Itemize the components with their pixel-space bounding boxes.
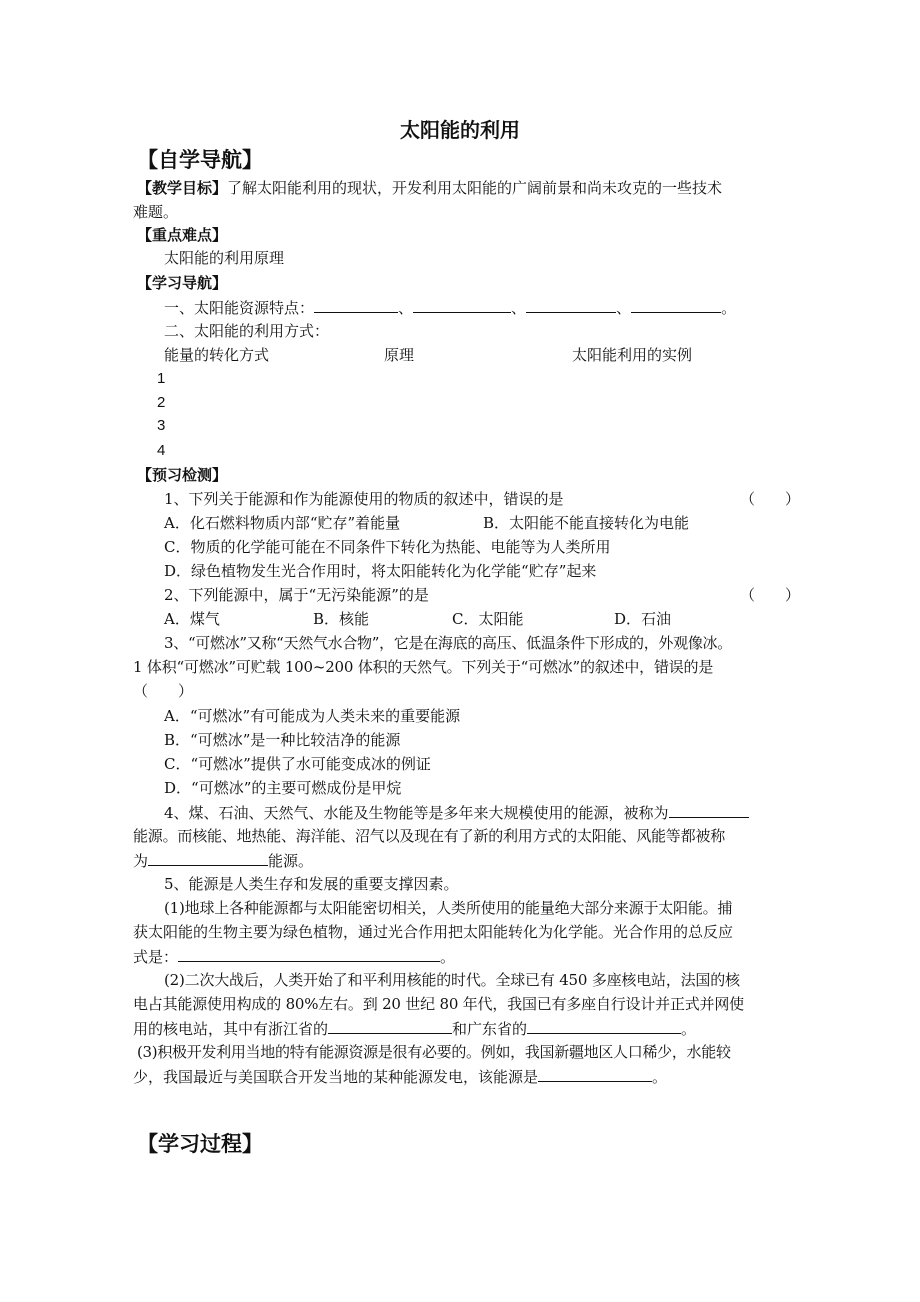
question-4-text: 能源。	[268, 852, 314, 870]
period: 。	[721, 299, 737, 317]
answer-blank[interactable]	[631, 297, 721, 313]
period: 。	[681, 1020, 697, 1038]
question-5-part-1-line-3	[133, 946, 455, 967]
page-title: 太阳能的利用	[400, 118, 520, 142]
question-4-line-1	[164, 802, 749, 823]
answer-blank[interactable]	[538, 1066, 652, 1082]
table-row-number: 3	[157, 417, 166, 434]
question-2-option-c: C．太阳能	[452, 610, 524, 628]
period: 。	[652, 1068, 668, 1086]
question-1: 1、下列关于能源和作为能源使用的物质的叙述中，错误的是	[164, 490, 564, 508]
question-5-text: 用的核电站，其中有浙江省的	[133, 1020, 329, 1038]
question-2-option-b: B．核能	[313, 610, 370, 628]
question-3-line-2: 1 体积“可燃冰”可贮载 100~200 体积的天然气。下列关于“可燃冰”的叙述中，错误的是	[133, 658, 714, 676]
teaching-goal-text: 了解太阳能利用的现状，开发利用太阳能的广阔前景和尚未攻克的一些技术	[227, 179, 723, 197]
question-2: 2、下列能源中，属于“无污染能源”的是	[164, 586, 429, 604]
table-header-principle: 原理	[384, 346, 415, 364]
answer-blank[interactable]	[526, 297, 616, 313]
answer-bracket-q1[interactable]: （ ）	[740, 490, 801, 508]
table-row-number: 4	[157, 442, 166, 459]
question-1-option-a: A．化石燃料物质内部“贮存”着能量	[164, 514, 401, 532]
key-points-label: 【重点难点】	[137, 226, 228, 244]
question-4-text: 为	[133, 852, 149, 870]
separator: 、	[398, 299, 414, 317]
question-5-part-2-line-1: (2)二次大战后，人类开始了和平利用核能的时代。全球已有 450 多座核电站，法国的核	[164, 971, 740, 989]
question-3-option-a: A．“可燃冰”有可能成为人类未来的重要能源	[164, 707, 461, 725]
table-row-number: 2	[157, 394, 166, 411]
solar-usage-line: 二、太阳能的利用方式：	[164, 322, 330, 340]
question-5-part-3-line-2	[133, 1066, 667, 1087]
answer-blank[interactable]	[413, 297, 511, 313]
solar-features-line	[164, 297, 736, 318]
answer-blank[interactable]	[314, 297, 398, 313]
teaching-goal-text-cont: 难题。	[133, 203, 179, 221]
question-5: 5、能源是人类生存和发展的重要支撑因素。	[164, 875, 459, 893]
answer-blank[interactable]	[527, 1018, 681, 1034]
separator: 、	[616, 299, 632, 317]
study-guide-label: 【学习导航】	[137, 274, 228, 292]
question-1-option-b: B．太阳能不能直接转化为电能	[483, 514, 690, 532]
question-1-option-c: C．物质的化学能可能在不同条件下转化为热能、电能等为人类所用	[164, 538, 611, 556]
answer-blank[interactable]	[148, 850, 268, 866]
question-3-option-b: B．“可燃冰”是一种比较洁净的能源	[164, 731, 401, 749]
separator: 、	[511, 299, 527, 317]
question-4-text: 4、煤、石油、天然气、水能及生物能等是多年来大规模使用的能源，被称为	[164, 804, 669, 822]
section-heading-study-process: 【学习过程】	[137, 1132, 263, 1156]
teaching-goal-line	[137, 178, 722, 198]
question-2-option-a: A．煤气	[164, 610, 220, 628]
table-row-number: 1	[157, 370, 166, 387]
answer-bracket-q2[interactable]: （ ）	[740, 586, 801, 604]
preview-check-label: 【预习检测】	[137, 466, 228, 484]
question-5-text: 式是：	[133, 948, 179, 966]
solar-features-prefix: 一、太阳能资源特点：	[164, 299, 315, 317]
question-5-part-2-line-2: 电占其能源使用构成的 80%左右。到 20 世纪 80 年代，我国已有多座自行设计并正式并网使	[133, 995, 744, 1013]
question-5-text: 少，我国最近与美国联合开发当地的某种能源发电，该能源是	[133, 1068, 539, 1086]
question-3-line-1: 3、“可燃冰”又称“天然气水合物”，它是在海底的高压、低温条件下形成的，外观像冰。	[164, 634, 732, 652]
question-3-option-d: D．“可燃冰”的主要可燃成份是甲烷	[164, 779, 402, 797]
question-5-text: 和广东省的	[452, 1020, 528, 1038]
table-header-conversion: 能量的转化方式	[164, 346, 270, 364]
question-5-part-2-line-3	[133, 1018, 696, 1039]
period: 。	[440, 948, 456, 966]
question-5-part-3-line-1: (3)积极开发利用当地的特有能源资源是很有必要的。例如，我国新疆地区人口稀少，水能较	[137, 1043, 731, 1061]
question-5-part-1-line-2: 获太阳能的生物主要为绿色植物，通过光合作用把太阳能转化为化学能。光合作用的总反应	[133, 923, 734, 941]
question-3-option-c: C．“可燃冰”提供了水可能变成冰的例证	[164, 755, 431, 773]
table-header-examples: 太阳能利用的实例	[572, 346, 693, 364]
question-1-option-d: D．绿色植物发生光合作用时，将太阳能转化为化学能“贮存”起来	[164, 562, 597, 580]
answer-blank[interactable]	[669, 802, 749, 818]
answer-blank[interactable]	[328, 1018, 452, 1034]
question-4-line-3	[133, 850, 313, 871]
answer-bracket-q3[interactable]: （ ）	[133, 682, 194, 700]
teaching-goal-label: 【教学目标】	[137, 179, 228, 197]
answer-blank[interactable]	[178, 946, 440, 962]
question-4-line-2: 能源。而核能、地热能、海洋能、沼气以及现在有了新的利用方式的太阳能、风能等都被称	[133, 827, 726, 845]
question-5-part-1-line-1: (1)地球上各种能源都与太阳能密切相关，人类所使用的能量绝大部分来源于太阳能。捕	[164, 899, 733, 917]
question-2-option-d: D．石油	[614, 610, 672, 628]
key-points-text: 太阳能的利用原理	[164, 249, 285, 267]
section-heading-self-study: 【自学导航】	[137, 148, 263, 172]
